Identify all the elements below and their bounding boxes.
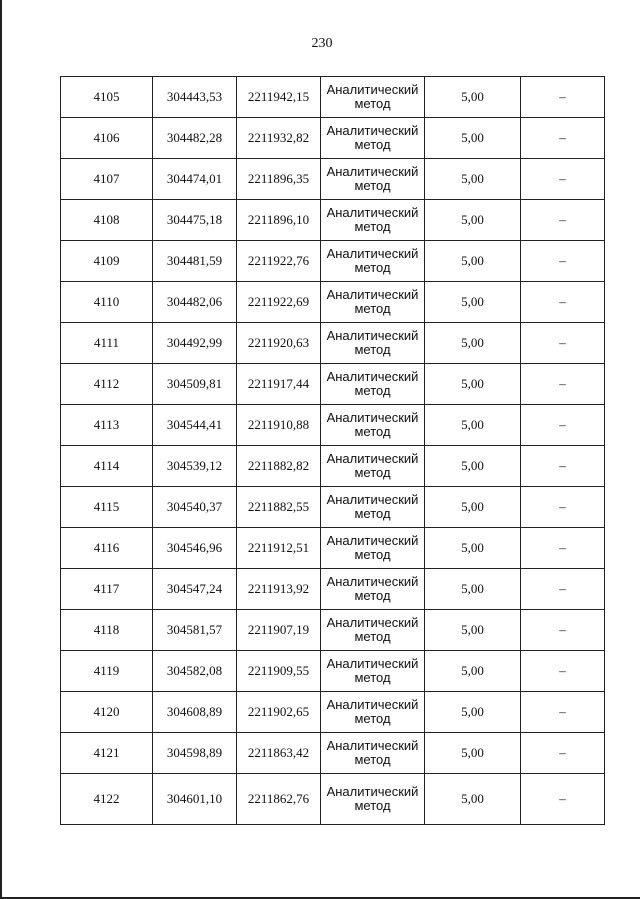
method-line-2: метод [354,219,391,234]
method-line-1: Аналитический [326,656,419,671]
method-line-2: метод [354,342,391,357]
table-row [61,446,605,487]
y-coordinate-cell: 2211863,42 [237,733,321,774]
table-row [61,487,605,528]
y-coordinate-cell: 2211917,44 [237,364,321,405]
point-number-cell: 4119 [61,651,153,692]
table-row [61,323,605,364]
note-cell: – [521,77,605,118]
point-number-cell: 4122 [61,774,153,825]
table-row [61,405,605,446]
note-cell: – [521,692,605,733]
y-coordinate-cell: 2211932,82 [237,118,321,159]
table-row [61,364,605,405]
method-cell [321,159,425,200]
note-cell: – [521,651,605,692]
method-line-1: Аналитический [326,328,419,343]
y-coordinate-cell: 2211912,51 [237,528,321,569]
precision-cell: 5,00 [425,77,521,118]
point-number-cell: 4107 [61,159,153,200]
note-cell: – [521,200,605,241]
method-line-1: Аналитический [326,784,419,799]
precision-cell: 5,00 [425,774,521,825]
precision-cell: 5,00 [425,159,521,200]
point-number-cell: 4117 [61,569,153,610]
point-number-cell: 4118 [61,610,153,651]
y-coordinate-cell: 2211920,63 [237,323,321,364]
table-row [61,77,605,118]
point-number-cell: 4115 [61,487,153,528]
precision-cell: 5,00 [425,487,521,528]
y-coordinate-cell: 2211910,88 [237,405,321,446]
method-line-2: метод [354,383,391,398]
method-cell [321,610,425,651]
method-line-2: метод [354,137,391,152]
method-cell [321,733,425,774]
x-coordinate-cell: 304492,99 [153,323,237,364]
precision-cell: 5,00 [425,733,521,774]
precision-cell: 5,00 [425,692,521,733]
method-cell [321,241,425,282]
point-number-cell: 4109 [61,241,153,282]
precision-cell: 5,00 [425,118,521,159]
y-coordinate-cell: 2211922,69 [237,282,321,323]
x-coordinate-cell: 304509,81 [153,364,237,405]
method-line-1: Аналитический [326,738,419,753]
method-line-2: метод [354,96,391,111]
y-coordinate-cell: 2211882,55 [237,487,321,528]
note-cell: – [521,364,605,405]
point-number-cell: 4110 [61,282,153,323]
table-row [61,282,605,323]
x-coordinate-cell: 304581,57 [153,610,237,651]
table-row [61,241,605,282]
note-cell: – [521,323,605,364]
point-number-cell: 4108 [61,200,153,241]
method-line-2: метод [354,178,391,193]
point-number-cell: 4121 [61,733,153,774]
precision-cell: 5,00 [425,323,521,364]
method-cell [321,774,425,825]
method-cell [321,487,425,528]
x-coordinate-cell: 304482,06 [153,282,237,323]
method-line-2: метод [354,588,391,603]
method-line-1: Аналитический [326,410,419,425]
y-coordinate-cell: 2211896,35 [237,159,321,200]
y-coordinate-cell: 2211882,82 [237,446,321,487]
note-cell: – [521,774,605,825]
x-coordinate-cell: 304608,89 [153,692,237,733]
method-cell [321,651,425,692]
method-line-1: Аналитический [326,369,419,384]
method-line-2: метод [354,465,391,480]
table-row [61,733,605,774]
note-cell: – [521,487,605,528]
y-coordinate-cell: 2211909,55 [237,651,321,692]
method-line-2: метод [354,547,391,562]
method-cell [321,77,425,118]
method-line-1: Аналитический [326,287,419,302]
y-coordinate-cell: 2211913,92 [237,569,321,610]
note-cell: – [521,159,605,200]
coordinates-table-body [61,77,605,825]
table-row [61,118,605,159]
x-coordinate-cell: 304475,18 [153,200,237,241]
table-row [61,159,605,200]
point-number-cell: 4113 [61,405,153,446]
coordinates-table [60,76,605,825]
method-line-2: метод [354,629,391,644]
method-cell [321,364,425,405]
table-row [61,528,605,569]
precision-cell: 5,00 [425,610,521,651]
table-row [61,610,605,651]
method-line-2: метод [354,424,391,439]
x-coordinate-cell: 304540,37 [153,487,237,528]
method-line-1: Аналитический [326,615,419,630]
method-line-2: метод [354,301,391,316]
table-row [61,774,605,825]
method-cell [321,528,425,569]
precision-cell: 5,00 [425,282,521,323]
x-coordinate-cell: 304482,28 [153,118,237,159]
precision-cell: 5,00 [425,569,521,610]
method-cell [321,446,425,487]
y-coordinate-cell: 2211922,76 [237,241,321,282]
note-cell: – [521,241,605,282]
x-coordinate-cell: 304598,89 [153,733,237,774]
table-row [61,651,605,692]
point-number-cell: 4111 [61,323,153,364]
point-number-cell: 4105 [61,77,153,118]
method-line-2: метод [354,506,391,521]
x-coordinate-cell: 304601,10 [153,774,237,825]
y-coordinate-cell: 2211942,15 [237,77,321,118]
precision-cell: 5,00 [425,364,521,405]
method-line-1: Аналитический [326,697,419,712]
x-coordinate-cell: 304582,08 [153,651,237,692]
note-cell: – [521,282,605,323]
method-line-2: метод [354,711,391,726]
table-row [61,200,605,241]
method-cell [321,323,425,364]
x-coordinate-cell: 304481,59 [153,241,237,282]
method-line-2: метод [354,260,391,275]
precision-cell: 5,00 [425,528,521,569]
method-line-1: Аналитический [326,82,419,97]
method-line-1: Аналитический [326,492,419,507]
point-number-cell: 4114 [61,446,153,487]
method-line-1: Аналитический [326,533,419,548]
x-coordinate-cell: 304443,53 [153,77,237,118]
point-number-cell: 4116 [61,528,153,569]
precision-cell: 5,00 [425,241,521,282]
precision-cell: 5,00 [425,405,521,446]
y-coordinate-cell: 2211907,19 [237,610,321,651]
method-cell [321,200,425,241]
note-cell: – [521,610,605,651]
x-coordinate-cell: 304547,24 [153,569,237,610]
page-number: 230 [311,36,333,51]
x-coordinate-cell: 304474,01 [153,159,237,200]
x-coordinate-cell: 304539,12 [153,446,237,487]
precision-cell: 5,00 [425,200,521,241]
method-line-1: Аналитический [326,123,419,138]
x-coordinate-cell: 304546,96 [153,528,237,569]
x-coordinate-cell: 304544,41 [153,405,237,446]
method-line-2: метод [354,670,391,685]
method-cell [321,692,425,733]
method-line-2: метод [354,752,391,767]
method-cell [321,405,425,446]
note-cell: – [521,569,605,610]
method-line-2: метод [354,798,391,813]
note-cell: – [521,118,605,159]
point-number-cell: 4112 [61,364,153,405]
note-cell: – [521,528,605,569]
method-line-1: Аналитический [326,205,419,220]
note-cell: – [521,446,605,487]
table-row [61,569,605,610]
method-cell [321,118,425,159]
table-row [61,692,605,733]
y-coordinate-cell: 2211862,76 [237,774,321,825]
point-number-cell: 4106 [61,118,153,159]
y-coordinate-cell: 2211896,10 [237,200,321,241]
method-cell [321,282,425,323]
method-line-1: Аналитический [326,451,419,466]
method-line-1: Аналитический [326,574,419,589]
method-line-1: Аналитический [326,164,419,179]
y-coordinate-cell: 2211902,65 [237,692,321,733]
point-number-cell: 4120 [61,692,153,733]
note-cell: – [521,405,605,446]
precision-cell: 5,00 [425,446,521,487]
note-cell: – [521,733,605,774]
method-line-1: Аналитический [326,246,419,261]
precision-cell: 5,00 [425,651,521,692]
method-cell [321,569,425,610]
